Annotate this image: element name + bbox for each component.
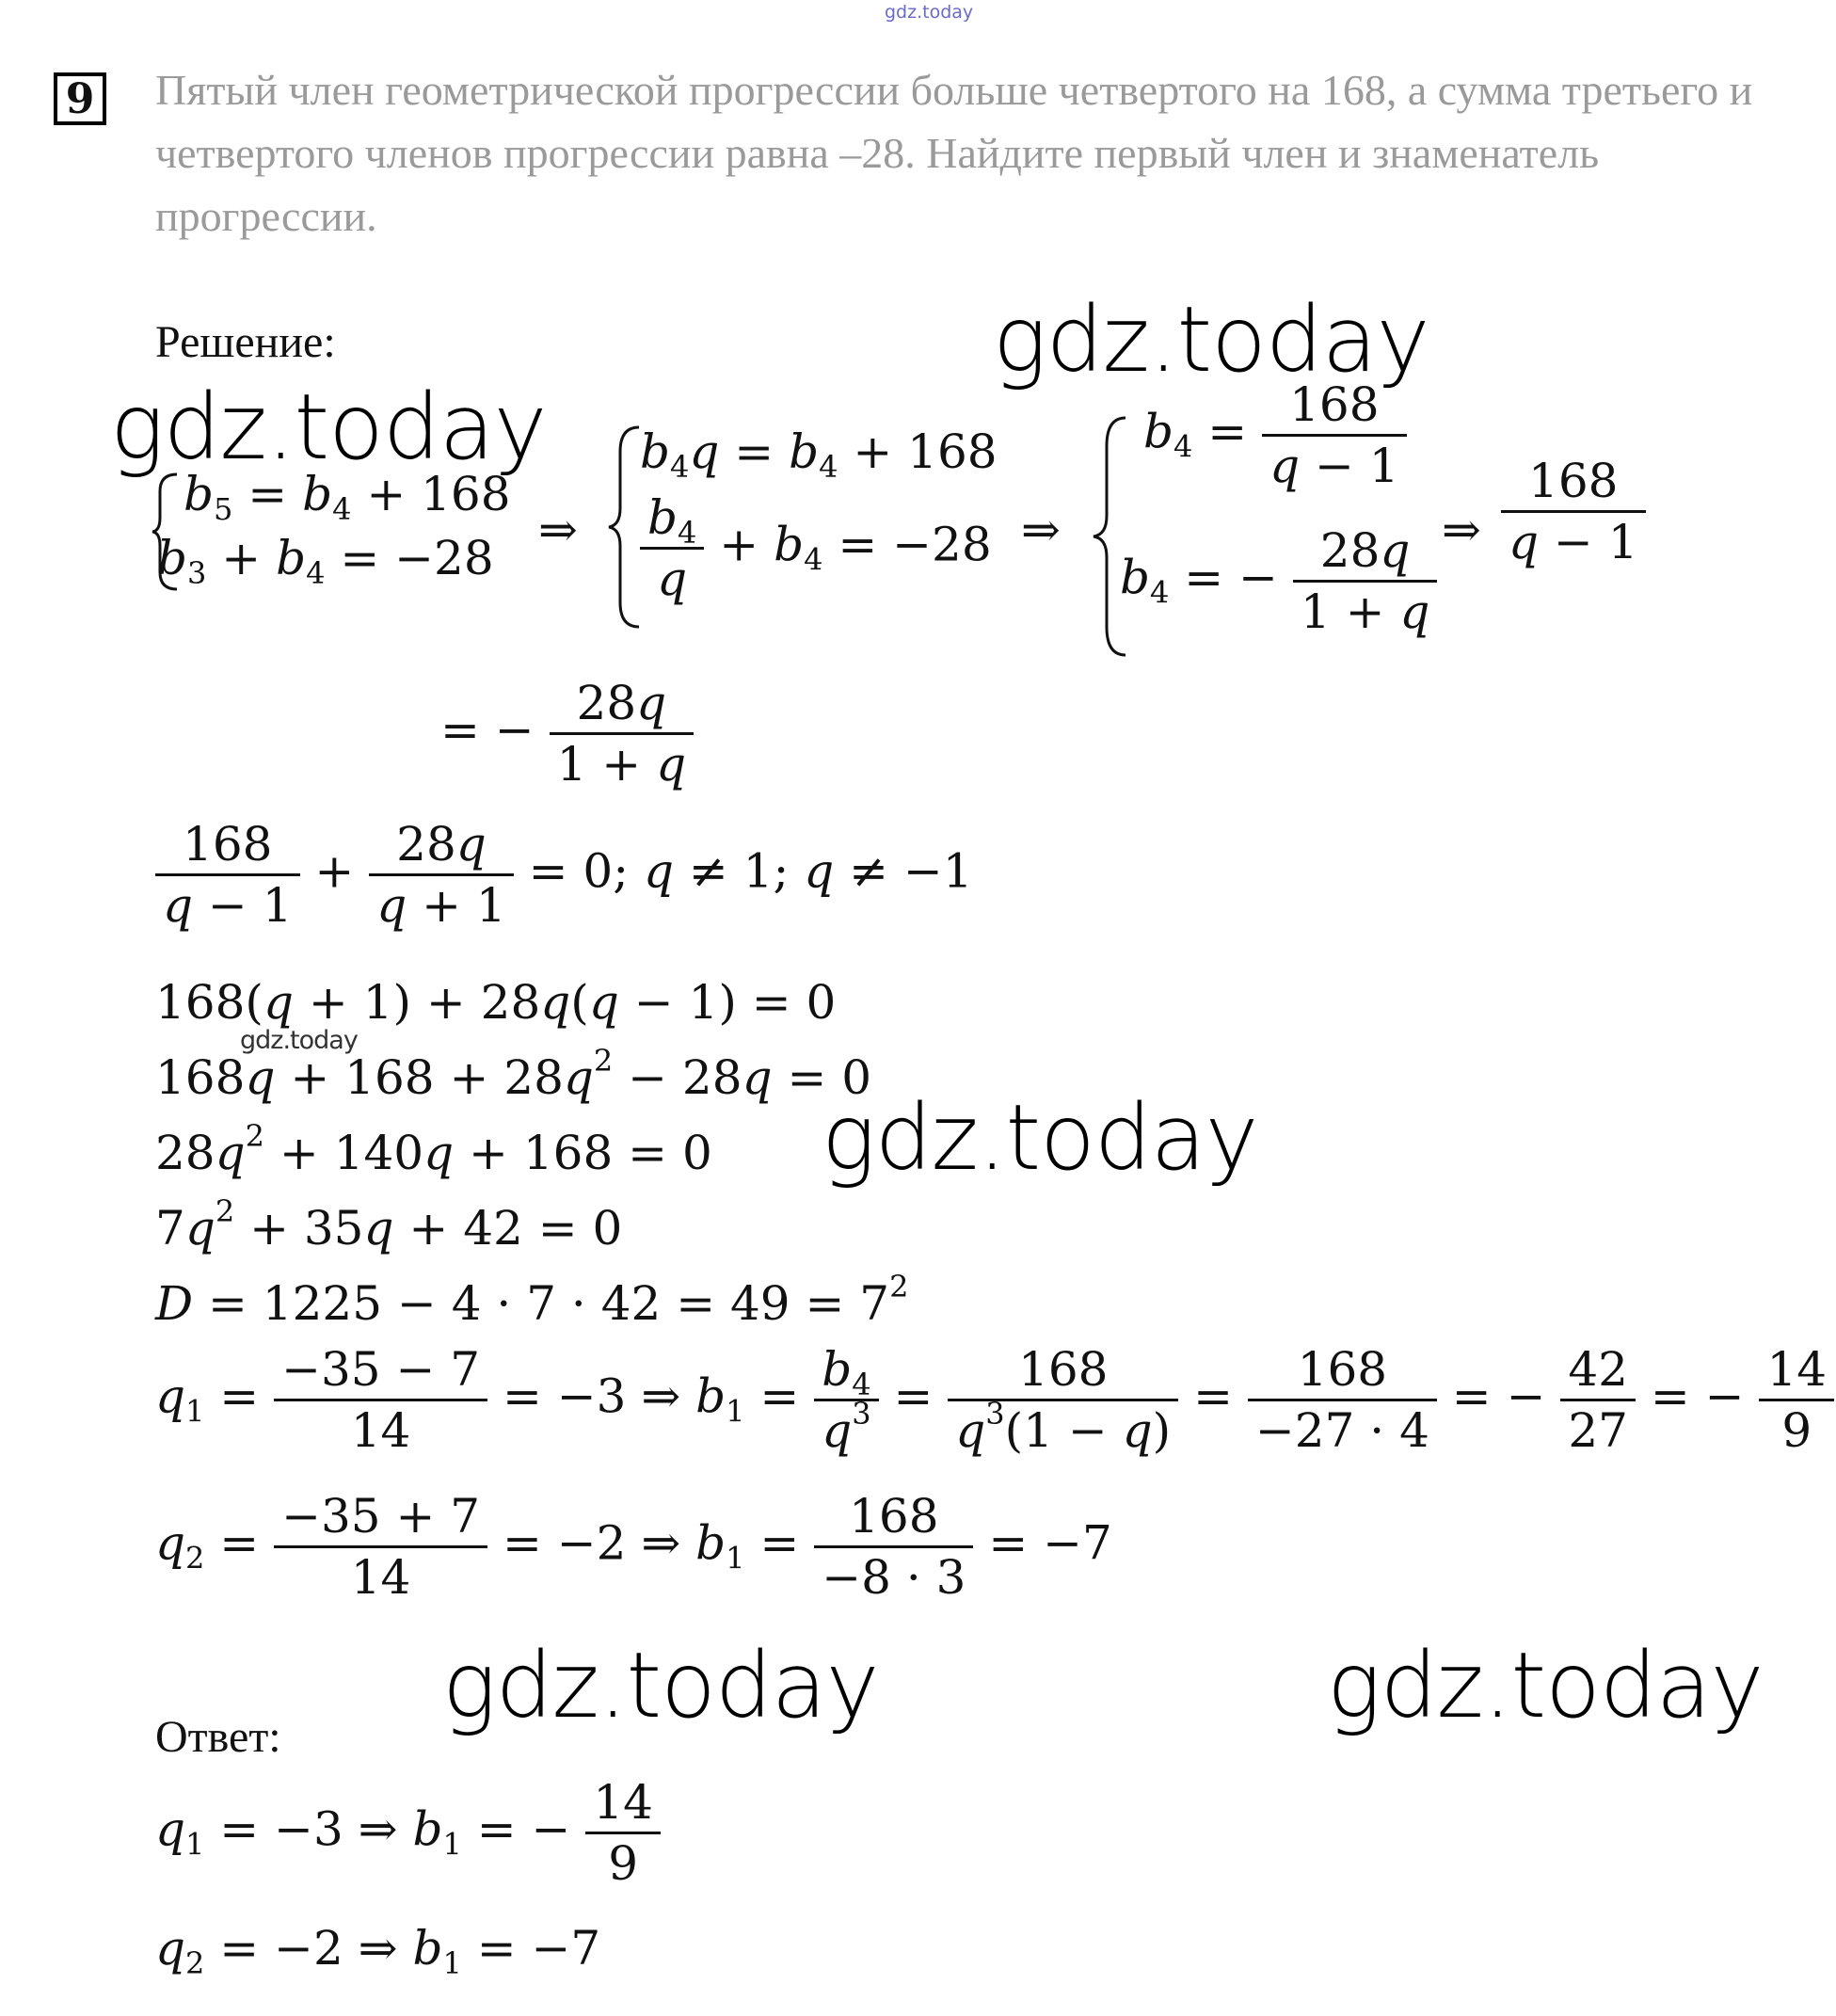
watermark-small: gdz.today	[240, 1026, 358, 1055]
watermark-4: gdz.today	[442, 1633, 879, 1738]
watermark-3: gdz.today	[822, 1085, 1258, 1191]
problem-number: 9	[54, 72, 106, 125]
system-brace-2	[607, 424, 645, 631]
top-watermark: gdz.today	[885, 2, 974, 23]
eq-continuation: = − $\frac{28q}{1 + q}$	[440, 680, 694, 788]
eq-system2-line1: $b_4q = b_4 + 168$	[640, 424, 998, 485]
solution-label: Решение:	[155, 317, 336, 367]
eq-line-4: 168(q + 1) + 28q(q − 1) = 0	[155, 975, 837, 1030]
eq-system2-line2: $\frac{b_4}{q}$ + $b_4 = -28$	[640, 494, 992, 602]
eq-system1-line1: $b_5 = b_4 + 168$	[184, 467, 511, 527]
problem-text: Пятый член геометрической прогрессии больше четвертого на 168, а сумма третьего и четвертого членов прогрессии равна –28. Найдите первый член и знаменатель прогрессии.	[155, 66, 1753, 240]
implies-1: ⇒	[538, 503, 578, 557]
eq-root-2: $q_2$ = $\frac{-35 + 7}{14}$ = −2 ⇒ $b_1$ = $\frac{168}{-8 \cdot 3}$ = −7	[155, 1489, 1112, 1605]
eq-line-6: $28q^2 + 140q + 168 = 0$	[155, 1118, 712, 1180]
eq-root-1: $q_1$ = $\frac{-35 - 7}{14}$ = −3 ⇒ $b_1$ = $\frac{b_4}{q^3}$ = $\frac{168}{q^3(1 - q)}$ = $\frac{168}{-27 \cdot 4}$ = − $\frac{42}{27}$ = − $\frac{14}{9}$	[155, 1346, 1834, 1454]
answer-line-2: $q_2 = -2$ ⇒ $b_1 = -7$	[155, 1921, 601, 1981]
watermark-5: gdz.today	[1327, 1633, 1764, 1738]
eq-result-frac: $\frac{168}{q - 1}$	[1501, 457, 1646, 566]
implies-3: ⇒	[1442, 503, 1481, 557]
eq-system3-line2: $b_4$ = − $\frac{28q}{1 + q}$	[1120, 527, 1437, 635]
eq-line-5: $168q + 168 + 28q^2 - 28q = 0$	[155, 1043, 872, 1105]
answer-line-1: $q_1 = -3$ ⇒ $b_1$ = − $\frac{14}{9}$	[155, 1779, 661, 1887]
implies-2: ⇒	[1021, 503, 1061, 557]
eq-discriminant: $D = 1225 - 4 \cdot 7 \cdot 42 = 49 = 7^2$	[155, 1269, 909, 1331]
watermark-2: gdz.today	[110, 375, 547, 480]
eq-system3-line1: $b_4$ = $\frac{168}{q - 1}$	[1143, 381, 1407, 489]
eq-line-7: $7q^2 + 35q + 42 = 0$	[155, 1193, 623, 1256]
eq-fraction-sum: $\frac{168}{q - 1}$ + $\frac{28q}{q + 1}$ = 0; q ≠ 1; q ≠ −1	[155, 821, 973, 929]
answer-label: Ответ:	[155, 1712, 281, 1762]
watermark-1: gdz.today	[993, 287, 1429, 392]
eq-system1-line2: $b_3 + b_4 = -28$	[157, 531, 494, 591]
